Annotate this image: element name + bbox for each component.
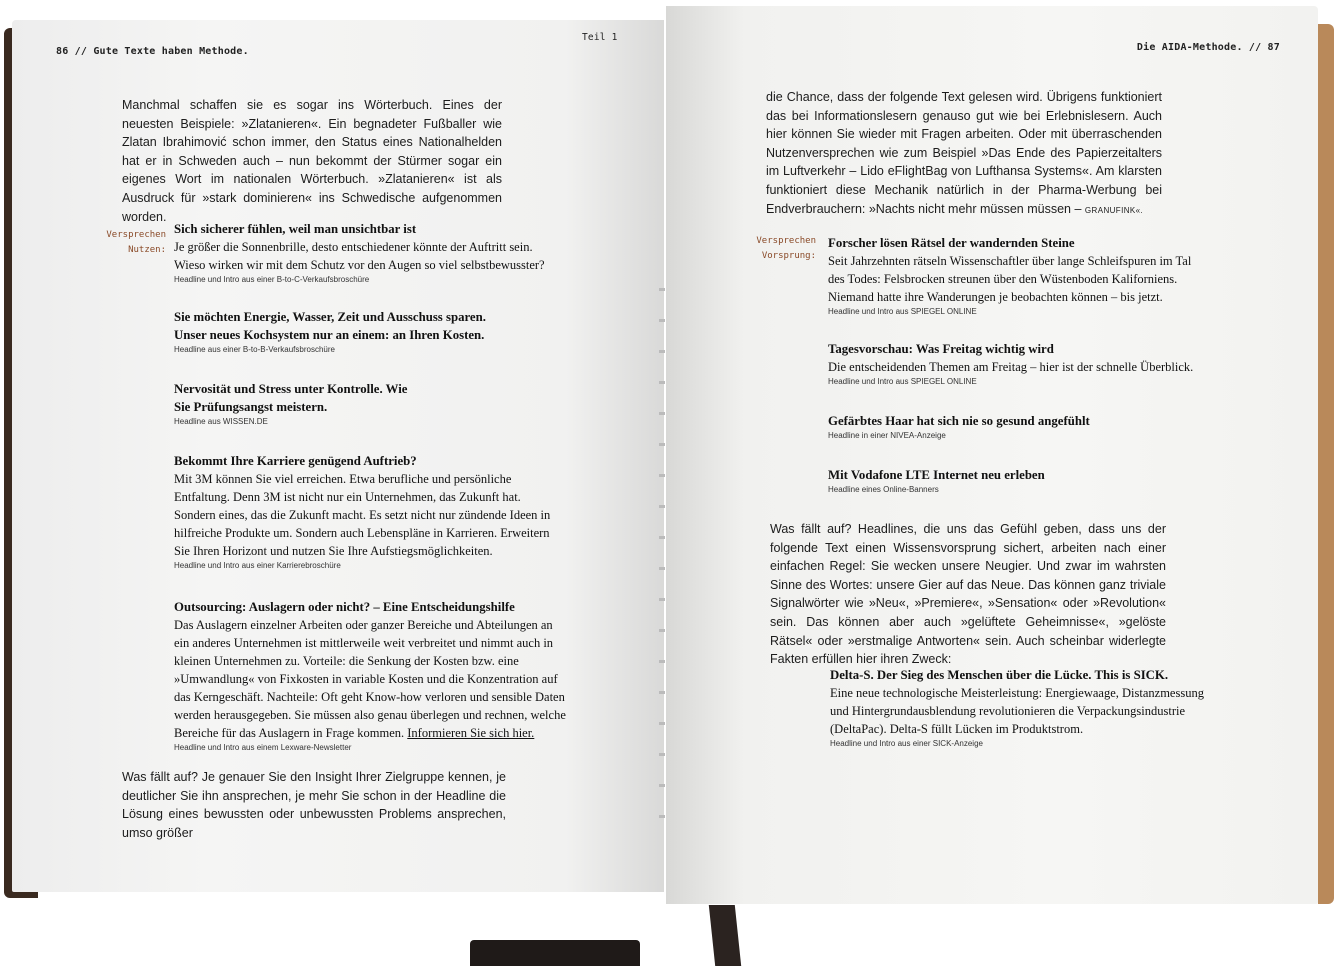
example-source: Headline aus einer B-to-B-Verkaufsbroschüre — [174, 345, 335, 354]
bookmark-ribbon-strand — [709, 905, 741, 966]
example-block-10 — [830, 666, 1210, 750]
bookmark-ribbon — [470, 940, 640, 966]
example-headline: Tagesvorschau: Was Freitag wichtig wird — [828, 342, 1054, 356]
example-headline: Sich sicherer fühlen, weil man unsichtbar ist — [174, 222, 417, 236]
example-source: Headline und Intro aus SPIEGEL ONLINE — [828, 307, 977, 316]
right-middle-paragraph — [770, 520, 1166, 669]
section-marker: Teil 1 — [582, 32, 618, 43]
example-source: Headline aus WISSEN.DE — [174, 417, 268, 426]
right-page — [666, 6, 1318, 904]
example-headline: Bekommt Ihre Karriere genügend Auftrieb? — [174, 454, 417, 468]
example-headline: Sie möchten Energie, Wasser, Zeit und Ausschuss sparen. Unser neues Kochsystem nur an einem: an Ihren Kosten. — [174, 310, 486, 342]
right-running-head: Die AIDA-Methode. // 87 — [1136, 42, 1280, 53]
example-block-1 — [174, 220, 564, 286]
left-closing-paragraph — [122, 768, 506, 842]
left-intro-text: Manchmal schaffen sie es sogar ins Wörterbuch. Eines der neuesten Beispiele: »Zlatanieren«. Ein begnadeter Fußballer wie Zlatan Ibrahimović schon immer, den Status eines Nationalhelden hat er in Schweden auch – nun bekommt der Stürmer sogar ein eigenes Wort im nationalen Wörterbuch. »Zlatanieren« ist als Ausdruck für »stark dominieren« ins Schwedische aufgenommen worden. — [122, 98, 502, 224]
example-block-3 — [174, 380, 414, 428]
right-intro-text — [766, 88, 1162, 220]
side-label-line-2: Nutzen: — [128, 245, 166, 255]
example-headline: Mit Vodafone LTE Internet neu erleben — [828, 468, 1045, 482]
example-source: Headline und Intro aus SPIEGEL ONLINE — [828, 377, 977, 386]
example-block-5 — [174, 598, 569, 754]
example-headline: Outsourcing: Auslagern oder nicht? – Eine Entscheidungshilfe — [174, 600, 515, 614]
book-cover-right-edge — [1318, 24, 1334, 904]
granufink-brand: GRANUFINK«. — [1084, 205, 1144, 215]
example-block-2 — [174, 308, 514, 356]
right-intro-paragraph — [766, 88, 1162, 220]
example-source: Headline eines Online-Banners — [828, 485, 939, 494]
example-intro: Seit Jahrzehnten rätseln Wissenschaftler über lange Schleifspuren im Tal des Todes: Felsbrocken streunen über den Wüstenboden Kaliforniens. Niemand hatte ihre Wanderungen je beobachten können – bis jetzt. — [828, 254, 1192, 304]
example-block-7 — [828, 340, 1208, 388]
example-source: Headline und Intro aus einer B-to-C-Verkaufsbroschüre — [174, 275, 370, 284]
side-label-line-1: Versprechen — [756, 236, 816, 246]
left-page — [12, 20, 664, 892]
example-intro: Die entscheidenden Themen am Freitag – hier ist der schnelle Überblick. — [828, 360, 1194, 374]
example-block-8 — [828, 412, 1208, 442]
newsletter-link[interactable]: Informieren Sie sich hier. — [407, 726, 535, 740]
example-headline: Nervosität und Stress unter Kontrolle. Wie Sie Prüfungsangst meistern. — [174, 382, 408, 414]
example-headline: Delta-S. Der Sieg des Menschen über die Lücke. This is SICK. — [830, 668, 1169, 682]
left-running-head: 86 // Gute Texte haben Methode. — [56, 46, 249, 57]
right-middle-text: Was fällt auf? Headlines, die uns das Gefühl geben, dass uns der folgende Text einen Wissensvorsprung sichert, arbeiten nach einer einfachen Regel: Sie wecken unsere Neugier. Und zwar im wahrsten Sinne des Wortes: unsere Gier auf das Neue. Das können ganz triviale Signalwörter wie »Neu«, »Premiere«, »Sensation« oder »Revolution« sein. Das können aber auch »gelüftete Geheimnisse«, »gelöste Rätsel« oder »erstmalige Antworten« sein. Auch scheinbar widerlegte Fakten erfüllen hier ihren Zweck: — [770, 522, 1166, 667]
example-intro: Mit 3M können Sie viel erreichen. Etwa berufliche und persönliche Entfaltung. Denn 3M ist nicht nur ein Unternehmen, das Zukunft hat. Sondern eines, das die Zukunft macht. Es setzt nicht nur zündende Ideen in hilfreiche Produkte um. Sondern auch Lebenspläne in Karrieren. Erweitern Sie Ihren Horizont und nutzen Sie Ihre Aufstiegsmöglichkeiten. — [174, 472, 551, 558]
example-source: Headline und Intro aus einer Karrierebroschüre — [174, 561, 341, 570]
example-intro-text: Das Auslagern einzelner Arbeiten oder ganzer Bereiche und Abteilungen an ein anderes Unternehmen ist mittlerweile weit verbreitet und nimmt auch in kleinen Unternehmen zu. Vorteile: die Senkung der Kosten bzw. eine »Umwandlung« von Fixkosten in variable Kosten und die Konzentration auf das Kerngeschäft. Nachteile: Oft geht Know-how verloren und sensible Daten werden herausgegeben. Sie müssen also genau überlegen und rechnen, welche Bereiche für das Auslagern in Frage kommen. — [174, 618, 566, 740]
example-source: Headline und Intro aus einem Lexware-Newsletter — [174, 743, 352, 752]
example-block-6 — [828, 234, 1208, 318]
example-intro — [174, 616, 569, 742]
binding-gutter — [659, 260, 665, 840]
side-label-line-1: Versprechen — [106, 230, 166, 240]
example-intro: Je größer die Sonnenbrille, desto entschiedener könnte der Auftritt sein. Wieso wirken wir mit dem Schutz vor den Augen so viel selbstbewusster? — [174, 240, 545, 272]
left-closing-text: Was fällt auf? Je genauer Sie den Insight Ihrer Zielgruppe kennen, je deutlicher Sie ihn ansprechen, je mehr Sie schon in der Headline die Lösung eines bewussten oder unbewussten Problems ansprechen, umso größer — [122, 770, 506, 840]
example-headline: Gefärbtes Haar hat sich nie so gesund angefühlt — [828, 414, 1090, 428]
example-block-9 — [828, 466, 1208, 496]
example-block-4 — [174, 452, 554, 572]
side-label-vorsprung — [742, 234, 816, 264]
example-headline: Forscher lösen Rätsel der wandernden Steine — [828, 236, 1075, 250]
example-source: Headline und Intro aus einer SICK-Anzeige — [830, 739, 983, 748]
right-intro-sentence: die Chance, dass der folgende Text gelesen wird. Übrigens funktioniert das bei Informationslesern genauso gut wie bei Erlebnislesern. Auch hier können Sie wieder mit Fragen arbeiten. Oder mit überraschenden Nutzenversprechen wie zum Beispiel »Das Ende des Papierzeitalters im Luftverkehr – Lido eFlightBag von Lufthansa Systems«. Am klarsten funktioniert diese Mechanik natürlich in der Pharma-Werbung bei Endverbrauchern: »Nachts nicht mehr müssen müssen – — [766, 90, 1162, 216]
example-intro: Eine neue technologische Meisterleistung: Energiewaage, Distanzmessung und Hintergrundausblendung revolutionieren die Verpackungsindustrie (DeltaPac). Delta-S füllt Lücken im Produktstrom. — [830, 686, 1204, 736]
left-intro-paragraph — [122, 96, 502, 226]
example-source: Headline in einer NIVEA-Anzeige — [828, 431, 946, 440]
side-label-line-2: Vorsprung: — [761, 251, 816, 261]
side-label-nutzen — [96, 228, 166, 258]
